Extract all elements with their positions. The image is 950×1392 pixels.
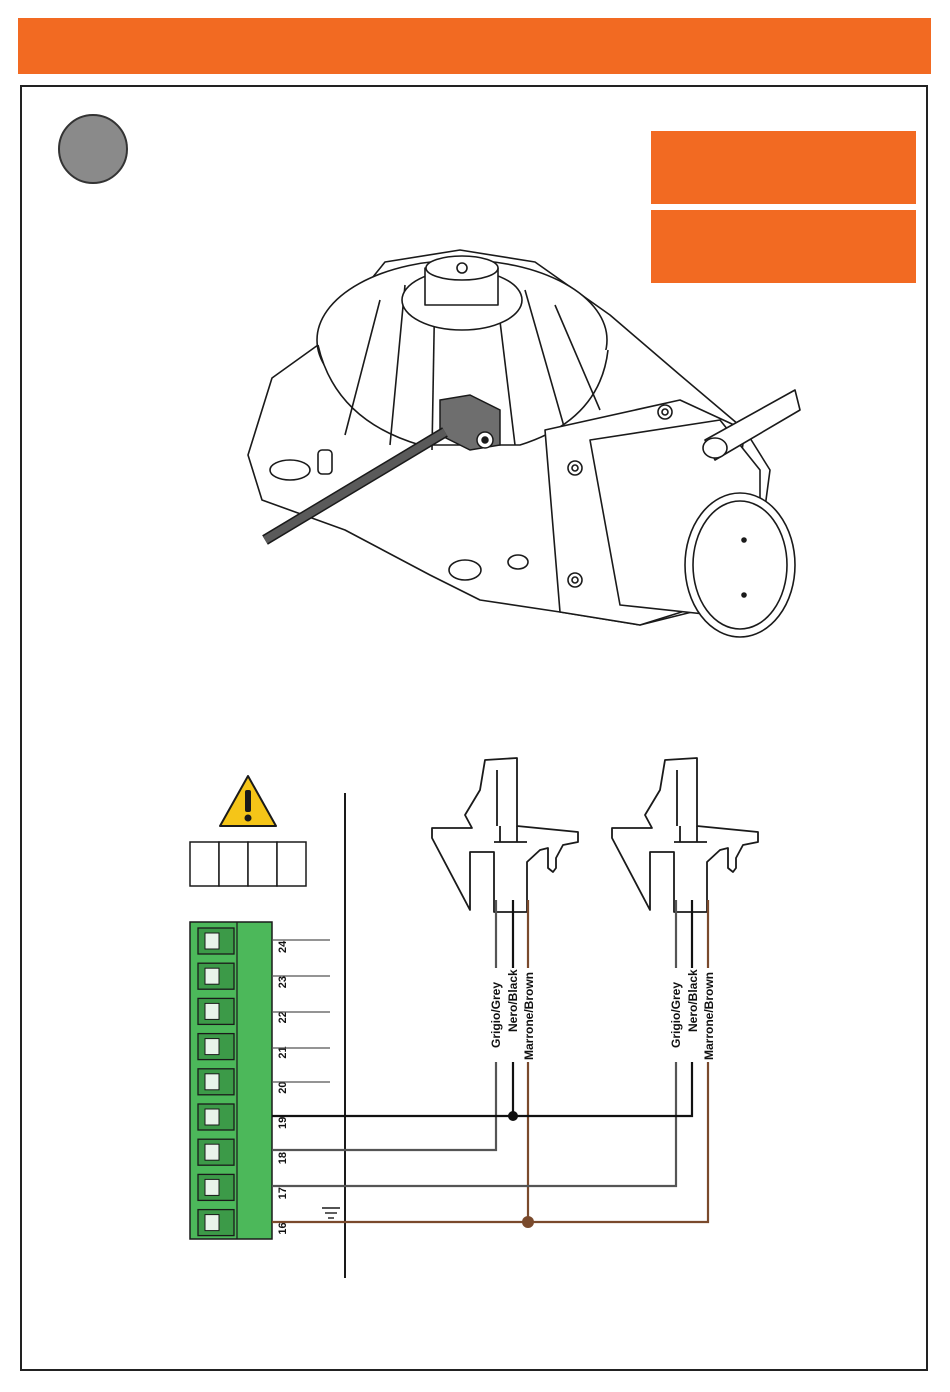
terminal-block [190,922,272,1239]
terminal-screw [205,1215,219,1231]
sensor-1-grey-label: Grigio/Grey [489,981,503,1048]
terminal-number: 24 [277,940,289,953]
black-wire-junction [508,1111,518,1121]
sensor-1-brown-label: Marrone/Brown [522,971,536,1060]
terminal-number: 21 [277,1046,289,1059]
terminal-screw [205,1003,219,1019]
fuse-boxes [190,842,306,886]
sensor-2-brown-label: Marrone/Brown [702,971,716,1060]
terminal-screw [205,1109,219,1125]
terminal-screw [205,1074,219,1090]
sensor-1-black-wire [272,900,513,1116]
sensor-2-brown-wire [528,900,708,1222]
sensor-1-housing [432,758,578,912]
terminal-number: 22 [277,1011,289,1024]
warning-triangle-icon [220,776,276,826]
terminal-number: 16 [277,1222,289,1235]
brown-wire-junction [522,1216,534,1228]
ground-icon [322,1208,340,1218]
terminal-number: 18 [277,1151,289,1165]
sensor-1-grey-wire [272,900,496,1150]
terminal-screw [205,1144,219,1160]
terminal-screw [205,968,219,984]
sensor-1-brown-wire [272,900,528,1222]
terminal-number: 23 [277,975,289,989]
sensor-2-grey-label: Grigio/Grey [669,981,683,1048]
terminal-number: 17 [277,1187,289,1200]
terminal-number: 20 [277,1081,289,1094]
sensor-1-black-label: Nero/Black [506,969,520,1032]
terminal-screw [205,1179,219,1195]
sensor-2-housing [612,758,758,912]
terminal-number: 19 [277,1116,289,1129]
sensor-2-black-label: Nero/Black [686,969,700,1032]
terminal-screw [205,1039,219,1055]
terminal-screw [205,933,219,949]
sensor-2-grey-wire [272,900,676,1186]
sensor-2-black-wire [513,900,692,1116]
